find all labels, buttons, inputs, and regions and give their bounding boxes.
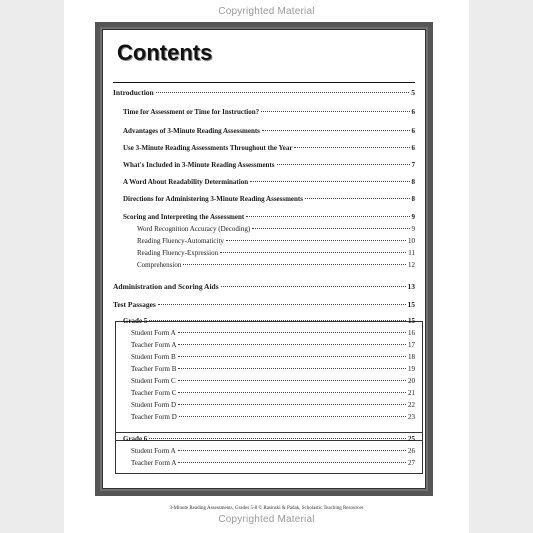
dot-leader	[178, 344, 406, 345]
dot-leader	[178, 380, 406, 381]
dot-leader	[261, 111, 409, 112]
toc-entry[interactable]: Teacher Form C 21	[131, 389, 415, 397]
toc-entry[interactable]: Grade 5 15	[123, 317, 415, 325]
contents-panel	[102, 29, 426, 489]
dot-leader	[250, 181, 409, 182]
dot-leader	[179, 416, 406, 417]
dot-leader	[149, 438, 406, 439]
dot-leader	[158, 304, 406, 305]
dot-leader	[294, 147, 409, 148]
dot-leader	[178, 332, 406, 333]
dot-leader	[149, 320, 406, 321]
toc-entry[interactable]: Word Recognition Accuracy (Decoding) 9	[137, 225, 415, 233]
toc-entry[interactable]: Comprehension 12	[137, 261, 415, 269]
toc-entry[interactable]: Student Form C 20	[131, 377, 415, 385]
toc-entry[interactable]: Scoring and Interpreting the Assessment 9	[123, 213, 415, 221]
watermark-top: Copyrighted Material	[218, 6, 315, 17]
dot-leader	[178, 404, 406, 405]
dot-leader	[178, 462, 406, 463]
toc-entry[interactable]: Student Form B 18	[131, 353, 415, 361]
contents-frame	[95, 22, 433, 496]
toc-entry[interactable]: Student Form D 22	[131, 401, 415, 409]
toc-entry[interactable]: Reading Fluency-Automaticity 10	[137, 237, 415, 245]
toc-entry[interactable]: Directions for Administering 3-Minute Reading Assessments 8	[123, 195, 415, 203]
toc-entry[interactable]: Test Passages 15	[113, 300, 415, 309]
dot-leader	[220, 252, 406, 253]
dot-leader	[178, 368, 406, 369]
page-title: Contents	[117, 40, 213, 65]
toc-entry[interactable]: Teacher Form A 27	[131, 459, 415, 467]
dot-leader	[178, 392, 406, 393]
toc-entry[interactable]: Use 3-Minute Reading Assessments Throughout the Year 6	[123, 144, 415, 152]
toc-entry[interactable]: Time for Assessment or Time for Instruction? 6	[123, 108, 415, 116]
watermark-bottom: Copyrighted Material	[218, 514, 315, 525]
toc-entry[interactable]: Advantages of 3-Minute Reading Assessments 6	[123, 127, 415, 135]
toc-entry[interactable]: What's Included in 3-Minute Reading Assessments 7	[123, 161, 415, 169]
page-footer: 3-Minute Reading Assessments, Grades 5-8 © Rasinski & Padak, Scholastic Teaching Resources	[169, 506, 364, 511]
toc-entry[interactable]: Grade 6 25	[123, 435, 415, 443]
toc-entry[interactable]: A Word About Readability Determination 8	[123, 178, 415, 186]
toc-entry[interactable]: Reading Fluency-Expression 11	[137, 249, 415, 257]
toc-entry[interactable]: Teacher Form D 23	[131, 413, 415, 421]
dot-leader	[178, 356, 406, 357]
dot-leader	[277, 164, 410, 165]
toc-entry[interactable]: Administration and Scoring Aids 13	[113, 282, 415, 291]
dot-leader	[246, 216, 409, 217]
dot-leader	[178, 450, 406, 451]
toc-entry[interactable]: Teacher Form B 19	[131, 365, 415, 373]
toc-entry[interactable]: Student Form A 26	[131, 447, 415, 455]
dot-leader	[183, 264, 406, 265]
dot-leader	[226, 240, 406, 241]
dot-leader	[252, 228, 409, 229]
dot-leader	[305, 198, 410, 199]
dot-leader	[262, 130, 410, 131]
dot-leader	[156, 92, 410, 93]
toc-entry[interactable]: Introduction 5	[113, 88, 415, 97]
title-rule	[113, 82, 415, 83]
dot-leader	[221, 286, 406, 287]
toc-entry[interactable]: Student Form A 16	[131, 329, 415, 337]
toc-entry[interactable]: Teacher Form A 17	[131, 341, 415, 349]
